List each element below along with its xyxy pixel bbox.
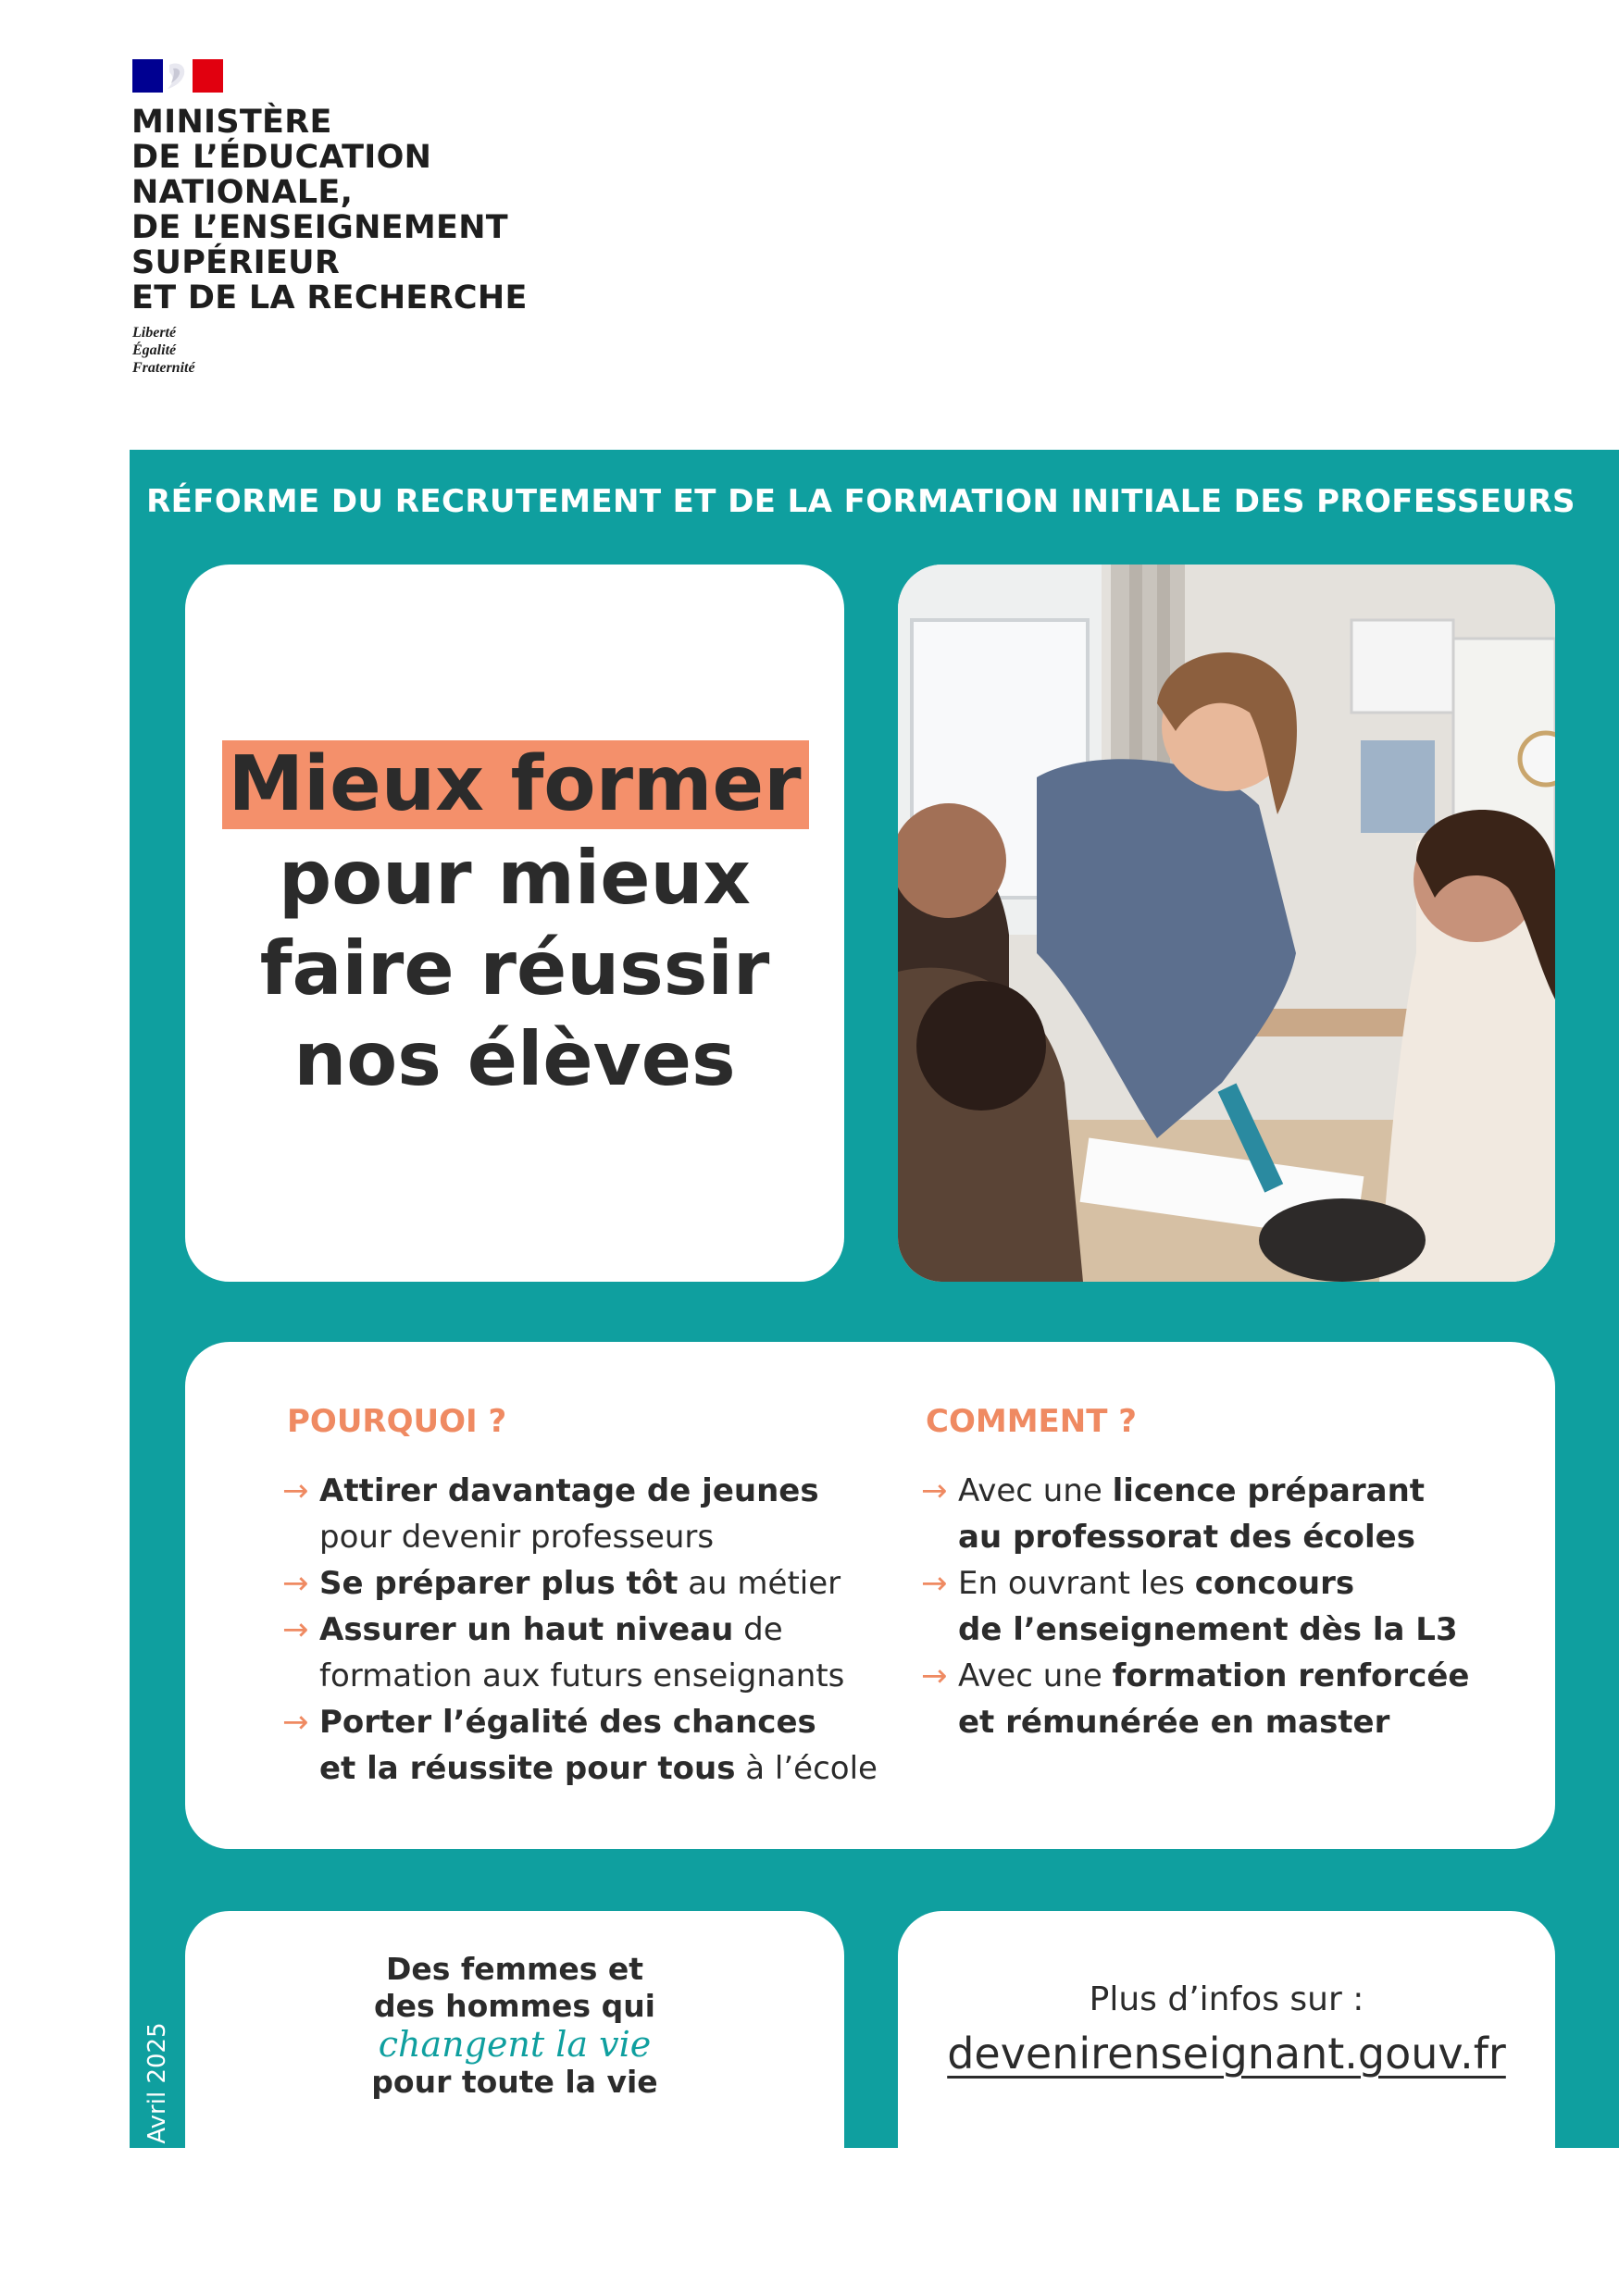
comment-title: COMMENT ? (926, 1403, 1137, 1440)
teacher-helping-students-icon (898, 565, 1555, 1282)
motto-line: Fraternité (132, 360, 195, 376)
motto-line: Liberté (132, 325, 177, 341)
arrow-right-icon: → (282, 1472, 309, 1509)
pourquoi-title: POURQUOI ? (287, 1403, 507, 1440)
ministry-line: ET DE LA RECHERCHE (131, 279, 528, 316)
info-label: Plus d’infos sur : (1089, 1980, 1364, 2018)
slogan (185, 1951, 844, 2101)
list-item (282, 1699, 878, 1792)
item-text: de (733, 1611, 783, 1648)
ministry-line: DE L’ENSEIGNEMENT (131, 209, 508, 246)
list-item (282, 1560, 878, 1607)
item-bold: au professorat des écoles (958, 1519, 1415, 1556)
list-item (921, 1468, 1469, 1560)
slogan-line: des hommes qui (373, 1988, 655, 2024)
slogan-line: pour toute la vie (371, 2064, 658, 2100)
headline-line: nos élèves (293, 1016, 736, 1102)
arrow-right-icon: → (921, 1472, 948, 1509)
item-bold: formation renforcée (1112, 1657, 1470, 1694)
item-text: formation aux futurs enseignants (319, 1657, 845, 1694)
list-item (282, 1607, 878, 1699)
slogan-script: changent la vie (378, 2024, 652, 2065)
item-bold: Porter l’égalité des chances (319, 1704, 816, 1741)
reform-title: RÉFORME DU RECRUTEMENT ET DE LA FORMATION INITIALE DES PROFESSEURS (146, 483, 1575, 520)
item-bold: et la réussite pour tous (319, 1750, 736, 1787)
list-item (921, 1560, 1469, 1653)
list-item (282, 1468, 878, 1560)
item-text: En ouvrant les (958, 1565, 1195, 1602)
headline-text (185, 833, 844, 1105)
republique-francaise-flag-icon (132, 59, 223, 93)
item-text: au métier (678, 1565, 841, 1602)
item-bold: Assurer un haut niveau (319, 1611, 734, 1648)
item-bold: Attirer davantage de jeunes (319, 1472, 819, 1509)
item-bold: de l’enseignement dès la L3 (958, 1611, 1458, 1648)
republic-motto (132, 324, 195, 377)
item-text: Avec une (958, 1657, 1113, 1694)
ministry-line: DE L’ÉDUCATION (131, 139, 432, 176)
headline-highlight: Mieux former (228, 740, 802, 828)
pourquoi-list (282, 1468, 878, 1792)
ministry-line: MINISTÈRE (131, 104, 332, 141)
arrow-right-icon: → (282, 1565, 309, 1602)
arrow-right-icon: → (921, 1565, 948, 1602)
ministry-line: NATIONALE, (131, 174, 354, 211)
item-bold: licence préparant (1112, 1472, 1426, 1509)
slogan-line: Des femmes et (385, 1951, 644, 1987)
classroom-photo (898, 565, 1555, 1282)
ministry-name (131, 105, 613, 316)
arrow-right-icon: → (282, 1704, 309, 1741)
motto-line: Égalité (132, 342, 177, 358)
list-item (921, 1653, 1469, 1745)
arrow-right-icon: → (282, 1611, 309, 1648)
ministry-line: SUPÉRIEUR (131, 244, 341, 281)
item-text: pour devenir professeurs (319, 1519, 715, 1556)
headline-line: pour mieux (278, 835, 752, 921)
website-link[interactable]: devenirenseignant.gouv.fr (947, 2029, 1506, 2079)
date-text: Avril 2025 (143, 2022, 171, 2144)
headline-line: faire réussir (259, 925, 770, 1011)
item-bold: et rémunérée en master (958, 1704, 1390, 1741)
item-text: à l’école (735, 1750, 878, 1787)
publication-date (130, 2008, 185, 2156)
item-bold: Se préparer plus tôt (319, 1565, 679, 1602)
item-bold: concours (1194, 1565, 1355, 1602)
item-text: Avec une (958, 1472, 1113, 1509)
comment-list (921, 1468, 1469, 1745)
arrow-right-icon: → (921, 1657, 948, 1694)
